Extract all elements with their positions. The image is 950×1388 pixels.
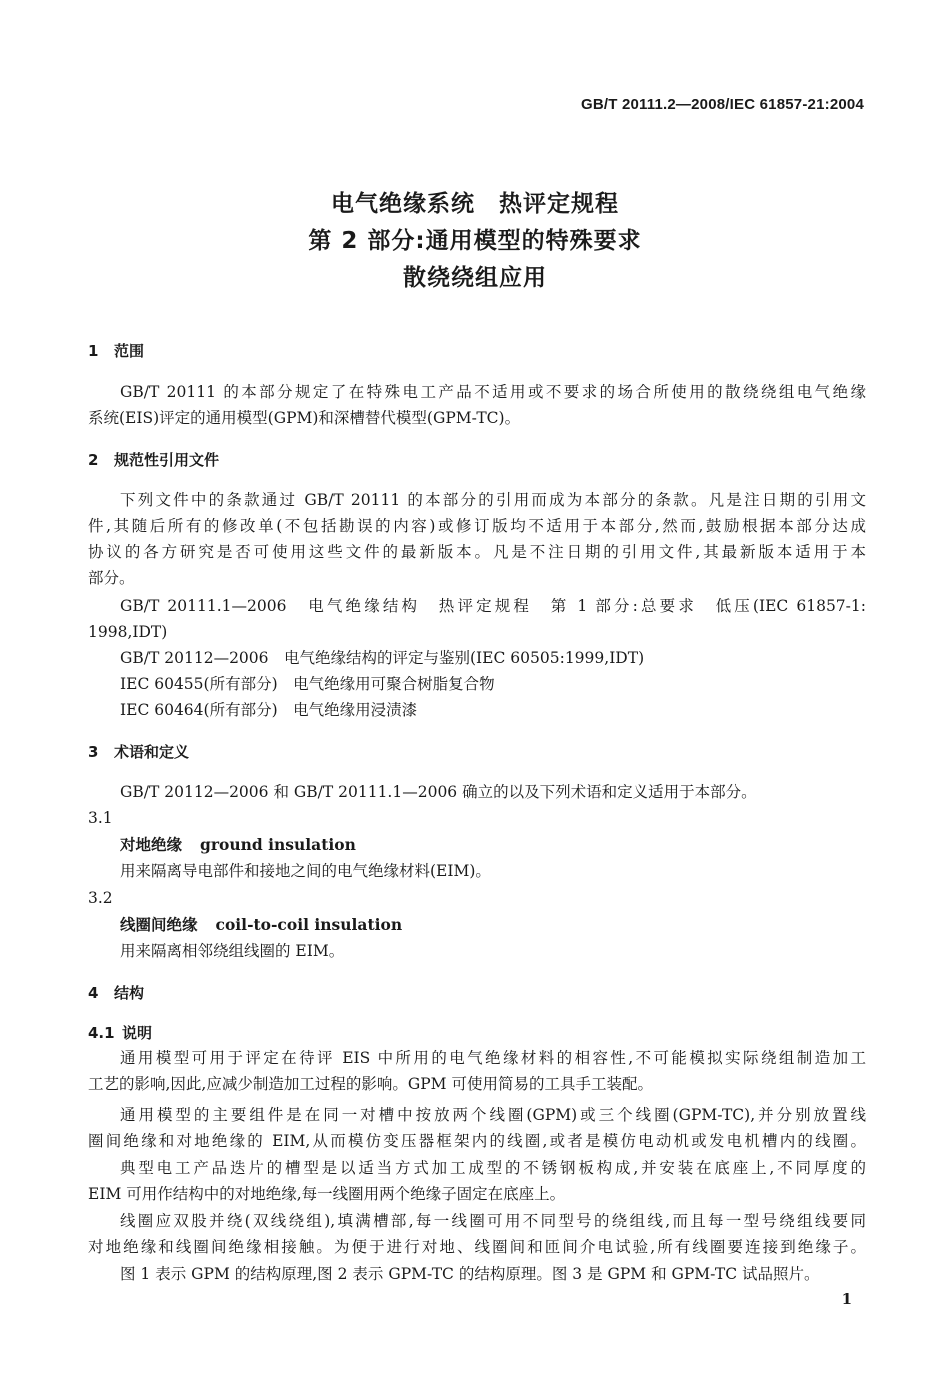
section-4-1-p3-line-2: EIM 可用作结构中的对地绝缘,每一线圈用两个绝缘子固定在底座上。 [88,1185,566,1203]
title-line-2: 第 2 部分:通用模型的特殊要求 [308,228,642,254]
reference-2: GB/T 20112—2006 电气绝缘结构的评定与鉴别(IEC 60505:1999,IDT) [120,649,645,667]
section-1-para-line-1: GB/T 20111 的本部分规定了在特殊电工产品不适用或不要求的场合所使用的散绕绕组电气绝缘 [120,383,866,401]
term-2-definition: 用来隔离相邻绕组线圈的 EIM。 [120,942,345,960]
section-2-para-line-1: 下列文件中的条款通过 GB/T 20111 的本部分的引用而成为本部分的条款。凡是注日期的引用文 [120,491,866,509]
section-4-1-p2-line-2: 圈间绝缘和对地绝缘的 EIM,从而模仿变压器框架内的线圈,或者是模仿电动机或发电机槽内的线圈。 [88,1132,866,1150]
section-1-heading: 1 范围 [88,342,145,360]
term-2-number: 3.2 [88,889,113,907]
section-4-1-p4-line-1: 线圈应双股并绕(双线绕组),填满槽部,每一线圈可用不同型号的绕组线,而且每一型号绕组线要同 [120,1212,866,1230]
reference-1-line-2: 1998,IDT) [88,623,168,641]
section-3-para: GB/T 20112—2006 和 GB/T 20111.1—2006 确立的以及下列术语和定义适用于本部分。 [120,783,757,801]
section-4-1-p1-line-2: 工艺的影响,因此,应减少制造加工过程的影响。GPM 可使用简易的工具手工装配。 [88,1075,653,1093]
section-4-1-p4-line-2: 对地绝缘和线圈间绝缘相接触。为便于进行对地、线圈间和匝间介电试验,所有线圈要连接到绝缘子。 [88,1238,866,1256]
standard-code: GB/T 20111.2—2008/IEC 61857-21:2004 [580,96,864,113]
section-3-heading: 3 术语和定义 [88,743,190,761]
term-1-definition: 用来隔离导电部件和接地之间的电气绝缘材料(EIM)。 [120,862,491,880]
section-1-para-line-2: 系统(EIS)评定的通用模型(GPM)和深槽替代模型(GPM-TC)。 [88,409,521,427]
reference-3: IEC 60455(所有部分) 电气绝缘用可聚合树脂复合物 [120,675,495,693]
title-line-3: 散绕绕组应用 [403,265,547,291]
term-1-name: 对地绝缘 ground insulation [120,835,356,854]
section-4-1-p1-line-1: 通用模型可用于评定在待评 EIS 中所用的电气绝缘材料的相容性,不可能模拟实际绕组制造加工 [120,1049,866,1067]
section-4-1-heading: 4.1 说明 [88,1024,153,1042]
term-2-name: 线圈间绝缘 coil-to-coil insulation [120,915,403,934]
section-2-para-line-2: 件,其随后所有的修改单(不包括勘误的内容)或修订版均不适用于本部分,然而,鼓励根据本部分达成 [88,517,866,535]
page-number: 1 [841,1290,852,1308]
title-line-1: 电气绝缘系统 热评定规程 [331,191,619,217]
reference-4: IEC 60464(所有部分) 电气绝缘用浸渍漆 [120,701,418,719]
reference-1-line-1: GB/T 20111.1—2006 电气绝缘结构 热评定规程 第 1 部分:总要求 低压(IEC 61857-1: [120,597,866,615]
section-4-heading: 4 结构 [88,984,145,1002]
section-4-1-p2-line-1: 通用模型的主要组件是在同一对槽中按放两个线圈(GPM)或三个线圈(GPM-TC),并分别放置线 [120,1106,866,1124]
section-4-1-p5: 图 1 表示 GPM 的结构原理,图 2 表示 GPM-TC 的结构原理。图 3 是 GPM 和 GPM-TC 试品照片。 [120,1265,820,1283]
section-2-heading: 2 规范性引用文件 [88,451,220,469]
section-2-para-line-4: 部分。 [88,569,135,587]
section-4-1-p3-line-1: 典型电工产品迭片的槽型是以适当方式加工成型的不锈钢板构成,并安装在底座上,不同厚度的 [120,1159,866,1177]
section-2-para-line-3: 协议的各方研究是否可使用这些文件的最新版本。凡是不注日期的引用文件,其最新版本适用于本 [88,543,866,561]
term-1-number: 3.1 [88,809,113,827]
